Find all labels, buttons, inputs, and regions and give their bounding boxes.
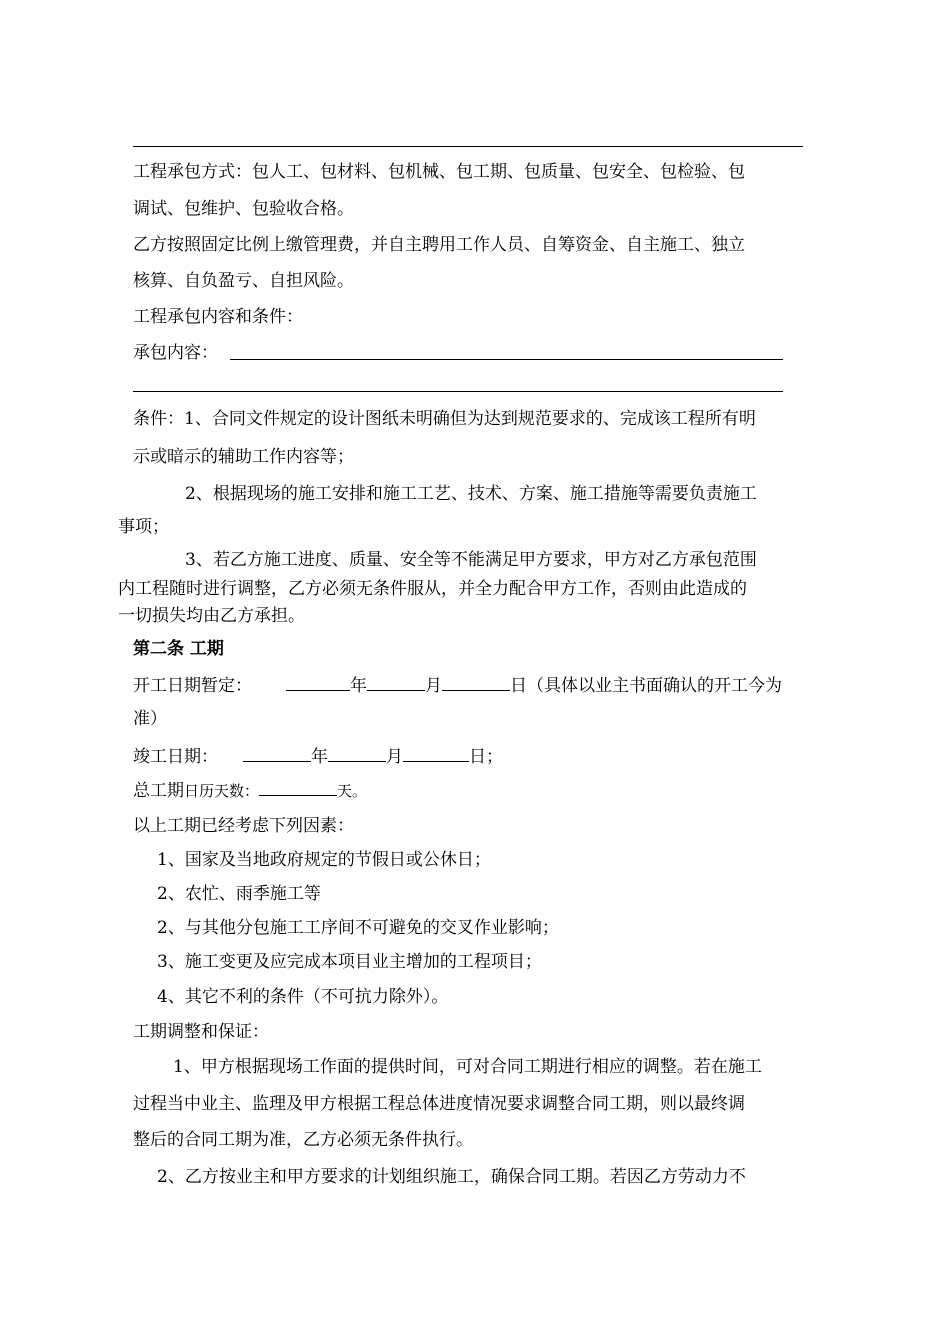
adjust-heading: 工期调整和保证： (133, 1022, 269, 1042)
condition-1-line-1: 条件：1、合同文件规定的设计图纸未明确但为达到规范要求的、完成该工程所有明 (133, 409, 756, 429)
adjust-1-line-2: 过程当中业主、监理及甲方根据工程总体进度情况要求调整合同工期，则以最终调 (133, 1094, 745, 1114)
start-day-blank (442, 672, 510, 691)
adjust-2-line-1: 2、乙方按业主和甲方要求的计划组织施工，确保合同工期。若因乙方劳动力不 (157, 1167, 746, 1187)
condition-2-line-1: 2、根据现场的施工安排和施工工艺、技术、方案、施工措施等需要负责施工 (185, 484, 757, 504)
factors-heading: 以上工期已经考虑下列因素： (133, 816, 354, 836)
total-days-blank (259, 780, 337, 796)
adjust-1-line-1: 1、甲方根据现场工作面的提供时间，可对合同工期进行相应的调整。若在施工 (173, 1057, 762, 1077)
condition-3-line-1: 3、若乙方施工进度、质量、安全等不能满足甲方要求，甲方对乙方承包范围 (185, 550, 757, 570)
total-days-label: 日历天数： (184, 782, 260, 800)
factor-item: 1、国家及当地政府规定的节假日或公休日； (157, 850, 491, 870)
start-date-tail: 准） (133, 709, 167, 729)
article-2-title: 第二条 工期 (133, 639, 224, 659)
factor-item: 3、施工变更及应完成本项目业主增加的工程项目； (157, 952, 542, 972)
factor-item: 2、农忙、雨季施工等 (157, 884, 321, 904)
end-date-line (133, 743, 503, 769)
content-label: 承包内容： (133, 343, 218, 363)
condition-3-line-3: 一切损失均由乙方承担。 (118, 606, 305, 626)
total-days-unit: 天。 (337, 782, 368, 800)
content-conditions-heading: 工程承包内容和条件： (133, 307, 303, 327)
end-date-label: 竣工日期： (133, 747, 218, 767)
end-year-unit: 年 (311, 747, 328, 767)
condition-3-line-2: 内工程随时进行调整，乙方必须无条件服从，并全力配合甲方工作，否则由此造成的 (118, 579, 747, 599)
contract-mode-line-1: 工程承包方式：包人工、包材料、包机械、包工期、包质量、包安全、包检验、包 (133, 162, 745, 182)
total-duration-label: 总工期 (133, 781, 184, 801)
fee-line-1: 乙方按照固定比例上缴管理费，并自主聘用工作人员、自筹资金、自主施工、独立 (133, 235, 745, 255)
top-blank-rule (133, 146, 803, 147)
total-duration-line (133, 779, 367, 803)
fee-line-2: 核算、自负盈亏、自担风险。 (133, 271, 354, 291)
start-day-note: 日（具体以业主书面确认的开工今为 (510, 676, 782, 696)
factor-item: 2、与其他分包施工工序间不可避免的交叉作业影响； (157, 918, 559, 938)
end-month-unit: 月 (386, 747, 403, 767)
end-month-blank (328, 743, 386, 762)
end-day-blank (403, 743, 469, 762)
start-year-blank (286, 672, 350, 691)
start-date-label: 开工日期暂定： (133, 676, 252, 696)
condition-2-line-2: 事项； (118, 517, 169, 537)
contract-mode-line-2: 调试、包维护、包验收合格。 (133, 199, 354, 219)
adjust-1-line-3: 整后的合同工期为准，乙方必须无条件执行。 (133, 1130, 473, 1150)
content-blank-rule-2 (133, 391, 783, 392)
start-date-line (133, 672, 782, 698)
end-day-unit: 日； (469, 747, 503, 767)
start-month-unit: 月 (425, 676, 442, 696)
content-blank-rule-1 (230, 359, 783, 360)
end-year-blank (243, 743, 311, 762)
condition-1-line-2: 示或暗示的辅助工作内容等； (133, 447, 354, 467)
start-month-blank (367, 672, 425, 691)
start-year-unit: 年 (350, 676, 367, 696)
factor-item: 4、其它不利的条件（不可抗力除外）。 (157, 987, 449, 1007)
